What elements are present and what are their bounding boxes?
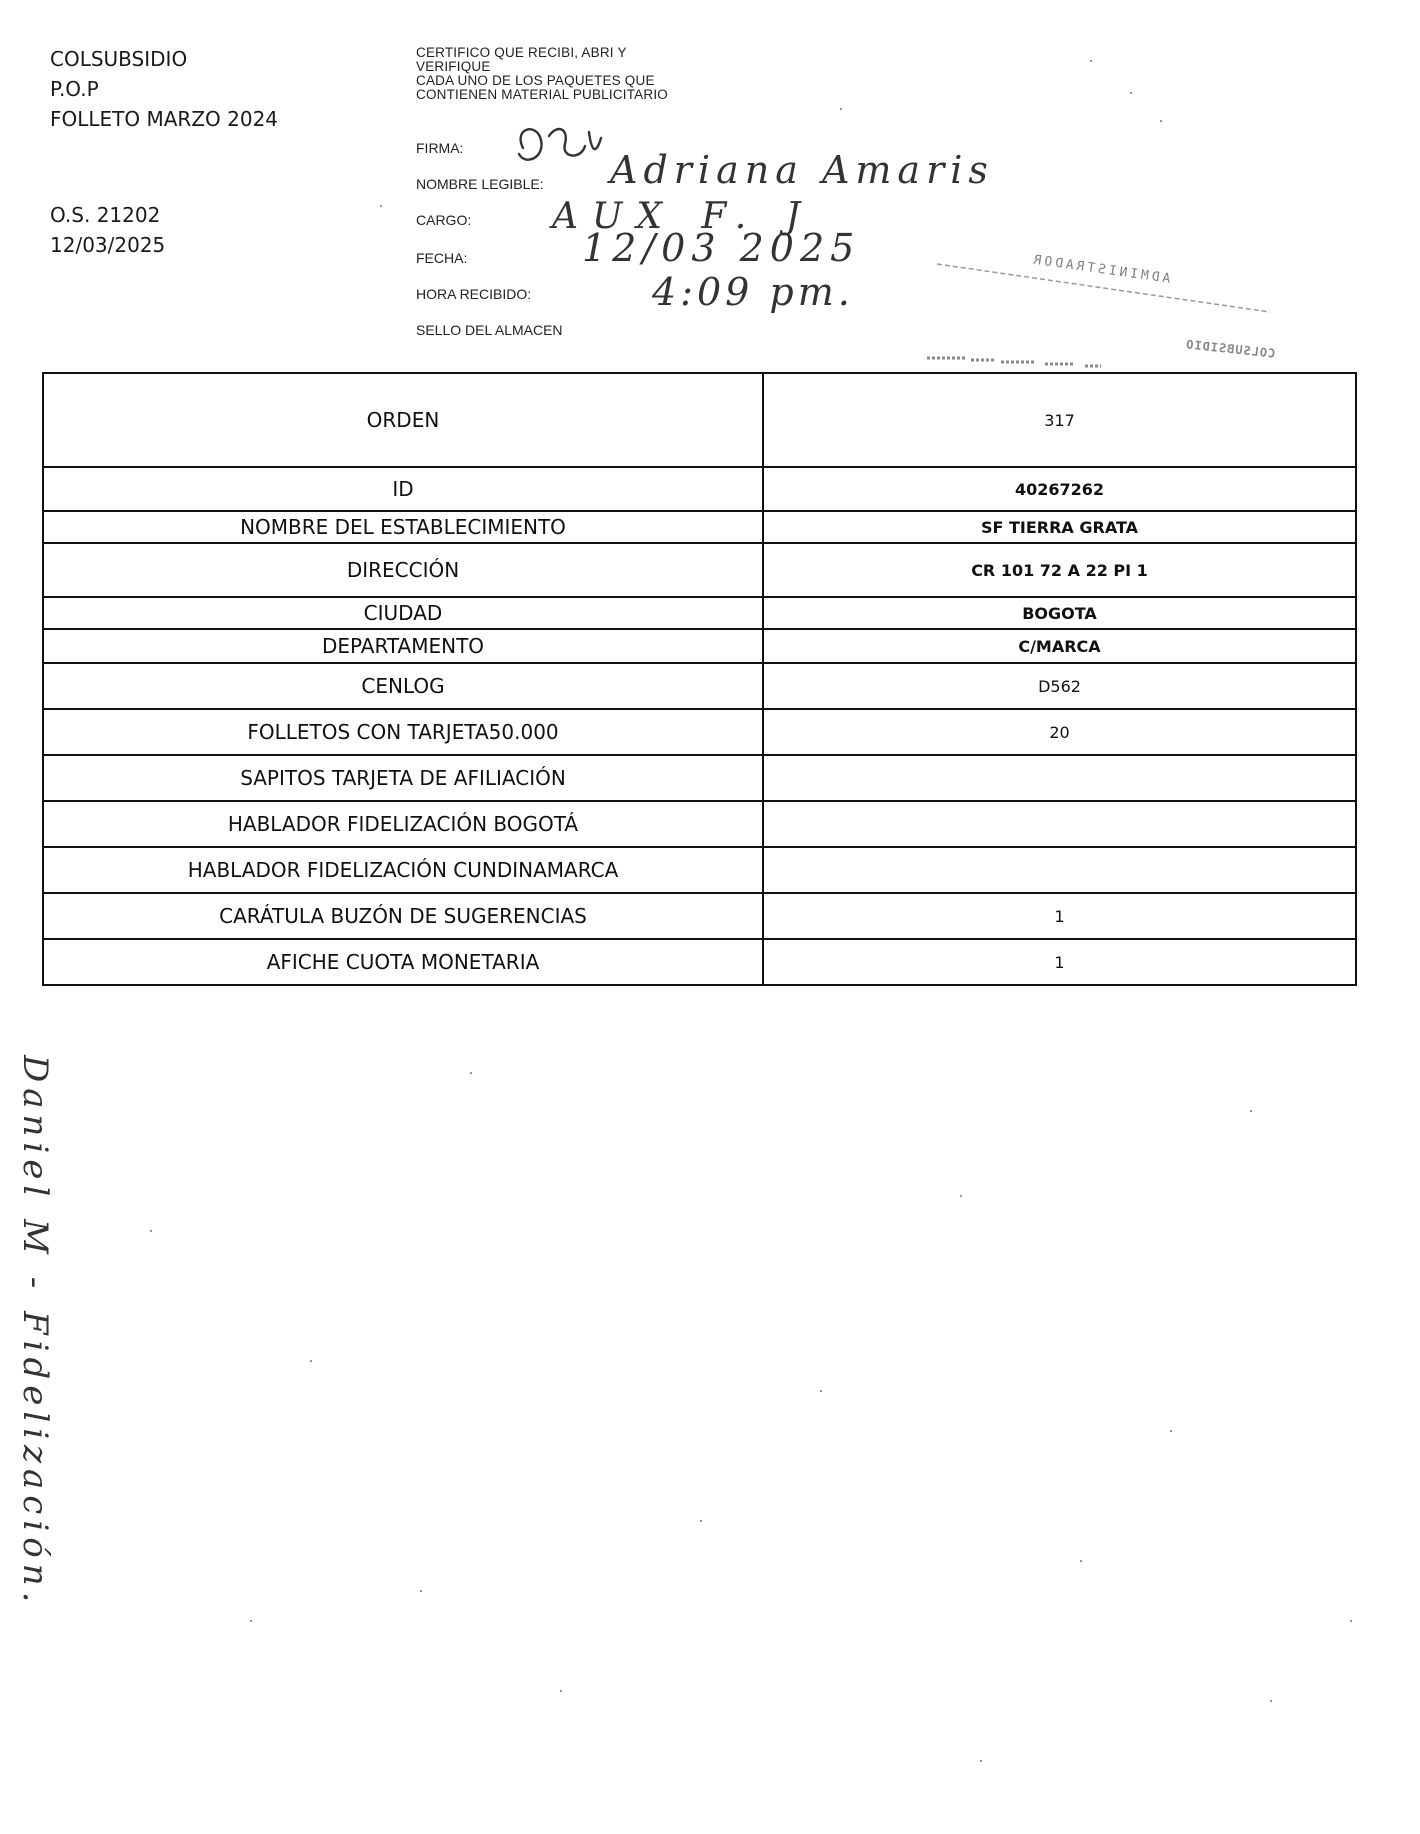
order-service-number: O.S. 21202	[50, 203, 161, 227]
row-label-hablador-bogota: HABLADOR FIDELIZACIÓN BOGOTÁ	[43, 801, 763, 847]
row-value-establishment: SF TIERRA GRATA	[763, 511, 1356, 543]
name-label: NOMBRE LEGIBLE:	[416, 176, 544, 192]
row-label-id: ID	[43, 467, 763, 511]
table-row	[43, 663, 1356, 709]
table-row	[43, 511, 1356, 543]
row-label-afiche: AFICHE CUOTA MONETARIA	[43, 939, 763, 985]
handwritten-time: 4:09 pm.	[652, 270, 854, 314]
table-row	[43, 801, 1356, 847]
row-value-id: 40267262	[763, 467, 1356, 511]
order-date: 12/03/2025	[50, 233, 166, 257]
position-label: CARGO:	[416, 212, 472, 228]
row-label-city: CIUDAD	[43, 597, 763, 629]
table-row	[43, 543, 1356, 597]
document-header	[50, 44, 279, 257]
table-row	[43, 629, 1356, 663]
table-row	[43, 755, 1356, 801]
handwritten-name: Adriana Amaris	[610, 148, 994, 192]
campaign-title: FOLLETO MARZO 2024	[50, 107, 279, 131]
seal-line	[935, 258, 1275, 318]
row-label-cenlog: CENLOG	[43, 663, 763, 709]
signature-label: FIRMA:	[416, 140, 464, 156]
handwritten-date: 12/03 2025	[582, 226, 861, 270]
administrator-seal: ADMINISTRADOR	[1029, 252, 1172, 287]
row-label-folletos: FOLLETOS CON TARJETA50.000	[43, 709, 763, 755]
table-row	[43, 467, 1356, 511]
row-value-caratula: 1	[763, 893, 1356, 939]
table-row	[43, 373, 1356, 467]
row-value-sapitos	[763, 755, 1356, 801]
row-value-hablador-cundinamarca	[763, 847, 1356, 893]
cert-line: CONTIENEN MATERIAL PUBLICITARIO	[416, 87, 668, 102]
seal-label: SELLO DEL ALMACEN	[416, 322, 563, 338]
row-value-cenlog: D562	[763, 663, 1356, 709]
row-label-caratula: CARÁTULA BUZÓN DE SUGERENCIAS	[43, 893, 763, 939]
pop-delivery-table	[42, 372, 1357, 986]
time-label: HORA RECIBIDO:	[416, 286, 532, 302]
margin-handwritten-note: Daniel M - Fidelización.	[15, 1055, 55, 1609]
order-service-block	[50, 200, 165, 260]
row-label-orden: ORDEN	[43, 373, 763, 467]
handwritten-position: AUX F. J	[552, 196, 815, 237]
table-row	[43, 709, 1356, 755]
row-value-city: BOGOTA	[763, 597, 1356, 629]
row-label-establishment: NOMBRE DEL ESTABLECIMIENTO	[43, 511, 763, 543]
row-label-hablador-cundinamarca: HABLADOR FIDELIZACIÓN CUNDINAMARCA	[43, 847, 763, 893]
handwritten-signature	[505, 118, 615, 178]
row-label-department: DEPARTAMENTO	[43, 629, 763, 663]
cert-line: CADA UNO DE LOS PAQUETES QUE	[416, 73, 655, 88]
company-name: COLSUBSIDIO	[50, 47, 188, 71]
row-value-department: C/MARCA	[763, 629, 1356, 663]
date-label: FECHA:	[416, 250, 468, 266]
table-row	[43, 597, 1356, 629]
cert-line: CERTIFICO QUE RECIBI, ABRI Y	[416, 45, 627, 60]
store-seal: COLSUBSIDIO	[1184, 337, 1276, 361]
certification-text	[416, 46, 668, 102]
store-seal-marks	[925, 350, 1185, 374]
row-label-address: DIRECCIÓN	[43, 543, 763, 597]
row-value-orden: 317	[763, 373, 1356, 467]
row-value-folletos: 20	[763, 709, 1356, 755]
row-value-hablador-bogota	[763, 801, 1356, 847]
row-value-address: CR 101 72 A 22 PI 1	[763, 543, 1356, 597]
row-label-sapitos: SAPITOS TARJETA DE AFILIACIÓN	[43, 755, 763, 801]
table-row	[43, 939, 1356, 985]
category-label: P.O.P	[50, 77, 99, 101]
cert-line: VERIFIQUE	[416, 59, 491, 74]
table-row	[43, 893, 1356, 939]
table-row	[43, 847, 1356, 893]
row-value-afiche: 1	[763, 939, 1356, 985]
